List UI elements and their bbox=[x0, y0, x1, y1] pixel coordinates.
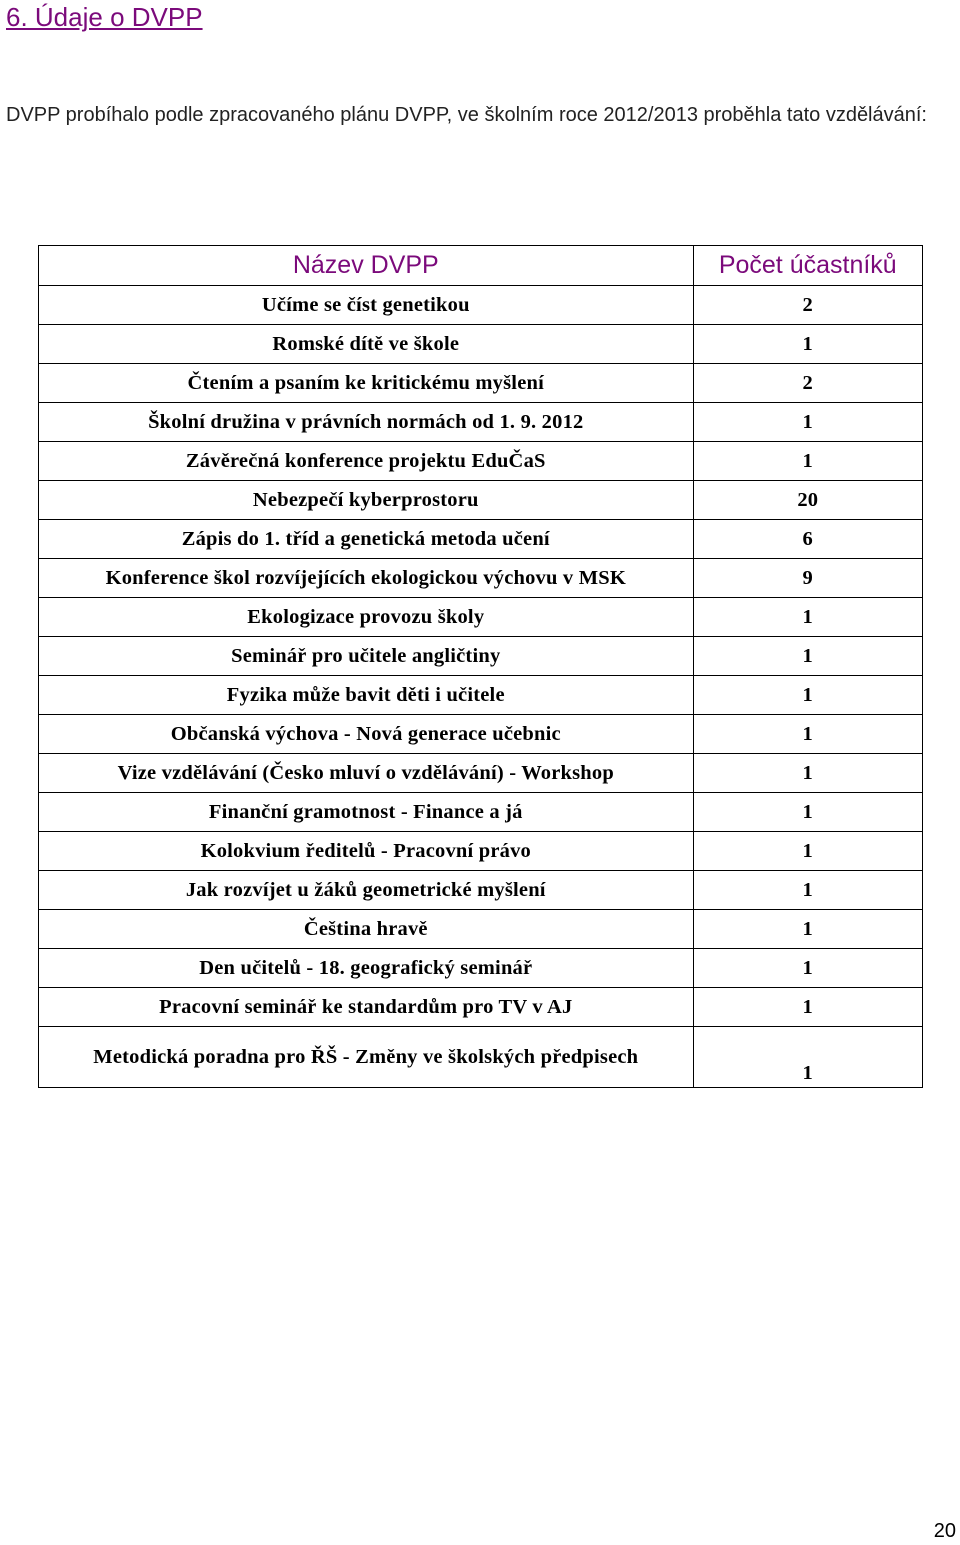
participant-count: 1 bbox=[693, 832, 922, 871]
course-name: Metodická poradna pro ŘŠ - Změny ve školských předpisech bbox=[39, 1027, 694, 1088]
table-row bbox=[39, 1027, 923, 1088]
course-name: Ekologizace provozu školy bbox=[39, 598, 694, 637]
table-row bbox=[39, 442, 923, 481]
participant-count: 1 bbox=[693, 1027, 922, 1088]
table-row bbox=[39, 949, 923, 988]
course-name: Romské dítě ve škole bbox=[39, 325, 694, 364]
course-name: Občanská výchova - Nová generace učebnic bbox=[39, 715, 694, 754]
participant-count: 2 bbox=[693, 286, 922, 325]
course-name: Konference škol rozvíjejících ekologickou výchovu v MSK bbox=[39, 559, 694, 598]
participant-count: 20 bbox=[693, 481, 922, 520]
section-heading: 6. Údaje o DVPP bbox=[6, 2, 203, 32]
participant-count: 1 bbox=[693, 403, 922, 442]
course-name: Nebezpečí kyberprostoru bbox=[39, 481, 694, 520]
course-name: Učíme se číst genetikou bbox=[39, 286, 694, 325]
participant-count: 1 bbox=[693, 871, 922, 910]
table-row bbox=[39, 715, 923, 754]
dvpp-table bbox=[38, 245, 923, 1088]
table-row bbox=[39, 676, 923, 715]
table-row bbox=[39, 910, 923, 949]
table-row bbox=[39, 403, 923, 442]
course-name: Den učitelů - 18. geografický seminář bbox=[39, 949, 694, 988]
participant-count: 1 bbox=[693, 949, 922, 988]
course-name: Jak rozvíjet u žáků geometrické myšlení bbox=[39, 871, 694, 910]
participant-count: 1 bbox=[693, 793, 922, 832]
table-row bbox=[39, 559, 923, 598]
intro-paragraph: DVPP probíhalo podle zpracovaného plánu DVPP, ve školním roce 2012/2013 proběhla tato vzdělávání: bbox=[6, 104, 927, 126]
participant-count: 2 bbox=[693, 364, 922, 403]
participant-count: 1 bbox=[693, 988, 922, 1027]
course-name: Závěrečná konference projektu EduČaS bbox=[39, 442, 694, 481]
course-name: Seminář pro učitele angličtiny bbox=[39, 637, 694, 676]
table-row bbox=[39, 520, 923, 559]
table-row bbox=[39, 988, 923, 1027]
course-name: Vize vzdělávání (Česko mluví o vzdělávání) - Workshop bbox=[39, 754, 694, 793]
course-name: Pracovní seminář ke standardům pro TV v AJ bbox=[39, 988, 694, 1027]
participant-count: 1 bbox=[693, 598, 922, 637]
table-row bbox=[39, 364, 923, 403]
course-name: Čtením a psaním ke kritickému myšlení bbox=[39, 364, 694, 403]
table-row bbox=[39, 871, 923, 910]
table-row bbox=[39, 637, 923, 676]
participant-count: 1 bbox=[693, 715, 922, 754]
participant-count: 1 bbox=[693, 754, 922, 793]
course-name: Čeština hravě bbox=[39, 910, 694, 949]
course-name: Školní družina v právních normách od 1. 9. 2012 bbox=[39, 403, 694, 442]
course-name: Zápis do 1. tříd a genetická metoda učení bbox=[39, 520, 694, 559]
course-name: Kolokvium ředitelů - Pracovní právo bbox=[39, 832, 694, 871]
participant-count: 1 bbox=[693, 910, 922, 949]
table-row bbox=[39, 754, 923, 793]
page-number: 20 bbox=[933, 1520, 956, 1542]
course-name: Finanční gramotnost - Finance a já bbox=[39, 793, 694, 832]
header-count: Počet účastníků bbox=[693, 246, 922, 286]
participant-count: 1 bbox=[693, 637, 922, 676]
table-row bbox=[39, 793, 923, 832]
table-row bbox=[39, 325, 923, 364]
table-row bbox=[39, 832, 923, 871]
table-header-row bbox=[39, 246, 923, 286]
table-row bbox=[39, 286, 923, 325]
header-name: Název DVPP bbox=[39, 246, 694, 286]
participant-count: 1 bbox=[693, 325, 922, 364]
course-name: Fyzika může bavit děti i učitele bbox=[39, 676, 694, 715]
table-row bbox=[39, 598, 923, 637]
participant-count: 6 bbox=[693, 520, 922, 559]
participant-count: 9 bbox=[693, 559, 922, 598]
participant-count: 1 bbox=[693, 676, 922, 715]
table-row bbox=[39, 481, 923, 520]
participant-count: 1 bbox=[693, 442, 922, 481]
